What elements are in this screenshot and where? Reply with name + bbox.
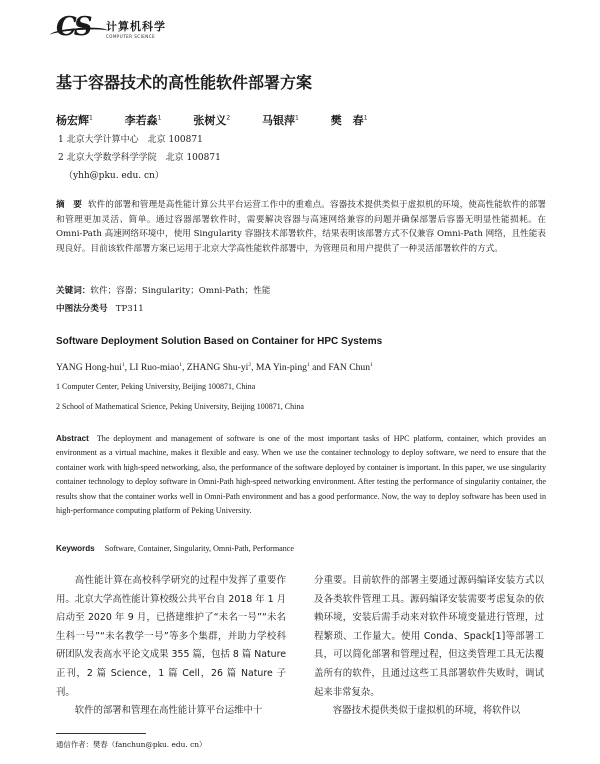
journal-logo-mark: CS <box>56 12 90 42</box>
paper-title-en: Software Deployment Solution Based on Container for HPC Systems <box>56 336 383 347</box>
author-en: MA Yin-ping$^1$ <box>255 362 310 374</box>
affiliation-cn-1: 1 北京大学计算中心 北京 100871 <box>58 135 203 145</box>
author-cn: 张树义$^2$ <box>193 114 231 127</box>
affiliation-en-2: 2 School of Mathematical Science, Peking University, Beijing 100871, China <box>56 402 304 411</box>
author-en: LI Ruo-miao$^1$ <box>129 362 182 374</box>
author-cn: 李若淼$^1$ <box>124 114 162 127</box>
abstract-cn-label: 摘 要 <box>56 200 82 210</box>
keywords-cn-label: 关键词： <box>56 286 91 296</box>
abstract-en <box>56 432 546 518</box>
abstract-cn <box>56 198 546 256</box>
keywords-cn <box>56 284 270 296</box>
clc-label: 中图法分类号 <box>56 304 108 314</box>
paper-title-cn: 基于容器技术的高性能软件部署方案 <box>56 73 313 92</box>
abstract-cn-text: 软件的部署和管理是高性能计算公共平台运营工作中的重难点。容器技术提供类似于虚拟机的环境，使高性能软件的部署和管理更加灵活、简单。通过容器部署软件时，需要解决容器与高速网络兼容的问题并确保部署后容器无明显性能损耗。在 Omni-Path 高速网络环境中，使用 Singularity 容器技术部署软件，结果表明该部署方式不仅兼容 Omni-Path 网络，且性能表现良好。目前该软件部署方案已运用于北京大学高性能软件部署中，为管理员和用户提供了一种灵活部署软件的方式。 <box>56 200 546 254</box>
author-cn: 樊 春$^1$ <box>330 114 368 127</box>
keywords-cn-text: 软件；容器；Singularity；Omni-Path；性能 <box>90 286 271 296</box>
body-paragraph: 高性能计算在高校科学研究的过程中发挥了重要作用。北京大学高性能计算校级公共平台自 2018 年 1 月启动至 2020 年 9 月，已搭建维护了“未名一号”“未名生科一号”“未名教学一号”等多个集群，并助力学校科研团队发表高水平论文成果 355 篇，包括 8 篇 Nature 正刊，2 篇 Science，1 篇 Cell，26 篇 Nature 子刊。 <box>56 575 286 698</box>
keywords-en <box>56 544 294 553</box>
author-cn: 杨宏辉$^1$ <box>56 114 93 127</box>
clc-value: TP311 <box>115 304 144 314</box>
journal-logo <box>56 12 236 42</box>
journal-subtitle: COMPUTER SCIENCE <box>106 34 156 39</box>
affiliation-cn-2: 2 北京大学数学科学学院 北京 100871 <box>58 153 221 163</box>
clc-number <box>56 302 144 314</box>
corresponding-author-footnote: 通信作者：樊春（fanchun@pku. edu. cn） <box>56 740 207 749</box>
abstract-en-text: The deployment and management of software is one of the most important tasks of HPC platform, container, which provides an environment as a virtual machine, makes it flexible and easy. When we use the container technology to deploy software, we need to ensure that the container work with high-speed networking, also, the performance of the software deployed by container is important. In this paper, we use singularity container technology to deploy software in Omni-Path high-speed networking environment. After testing the performance of singularity container, the results show that the container works well in Omni-Path environment and has a good performance. Now, the way to deploy software has been used in high-performance computing platform of Peking University. <box>56 434 546 516</box>
journal-name: 计算机科学 <box>106 20 166 33</box>
body-paragraph: 软件的部署和管理在高性能计算平台运维中十 <box>74 705 263 717</box>
author-en: FAN Chun$^1$ <box>328 362 373 374</box>
author-en: ZHANG Shu-$yi^2$ <box>186 362 252 374</box>
affiliation-en-1: 1 Computer Center, Peking University, Beijing 100871, China <box>56 382 256 391</box>
footnote-divider <box>56 733 146 734</box>
body-paragraph: 容器技术提供类似于虚拟机的环境，将软件以 <box>332 705 521 717</box>
keywords-en-label: Keywords <box>56 544 95 553</box>
keywords-en-text: Software, Container, Singularity, Omni-Path, Performance <box>104 544 294 553</box>
author-list-cn <box>56 112 396 128</box>
body-column-left <box>56 572 286 721</box>
author-en: YANG Hong-hui$^1$ <box>56 362 125 374</box>
body-column-right <box>314 572 544 721</box>
author-email: （yhh@pku. edu. cn） <box>64 171 164 181</box>
author-list-en: YANG Hong-hui$^1$, LI Ruo-miao$^1$, ZHANG Shu-$yi^2$, MA Yin-ping$^1$ and FAN Chun$^1$ <box>56 362 373 374</box>
author-cn: 马银萍$^1$ <box>262 114 299 127</box>
abstract-en-label: Abstract <box>56 434 89 443</box>
body-paragraph: 分重要。目前软件的部署主要通过源码编译安装方式以及各类软件管理工具。源码编译安装需要考虑复杂的依赖环境，安装后需手动来对软件环境变量进行管理，过程繁琐、工作量大。使用 Conda、Spack[1]等部署工具，可以简化部署和管理过程，但这类管理工具无法覆盖所有的软件，且通过这些工具部署软件失败时，调试起来非常复杂。 <box>314 575 544 698</box>
